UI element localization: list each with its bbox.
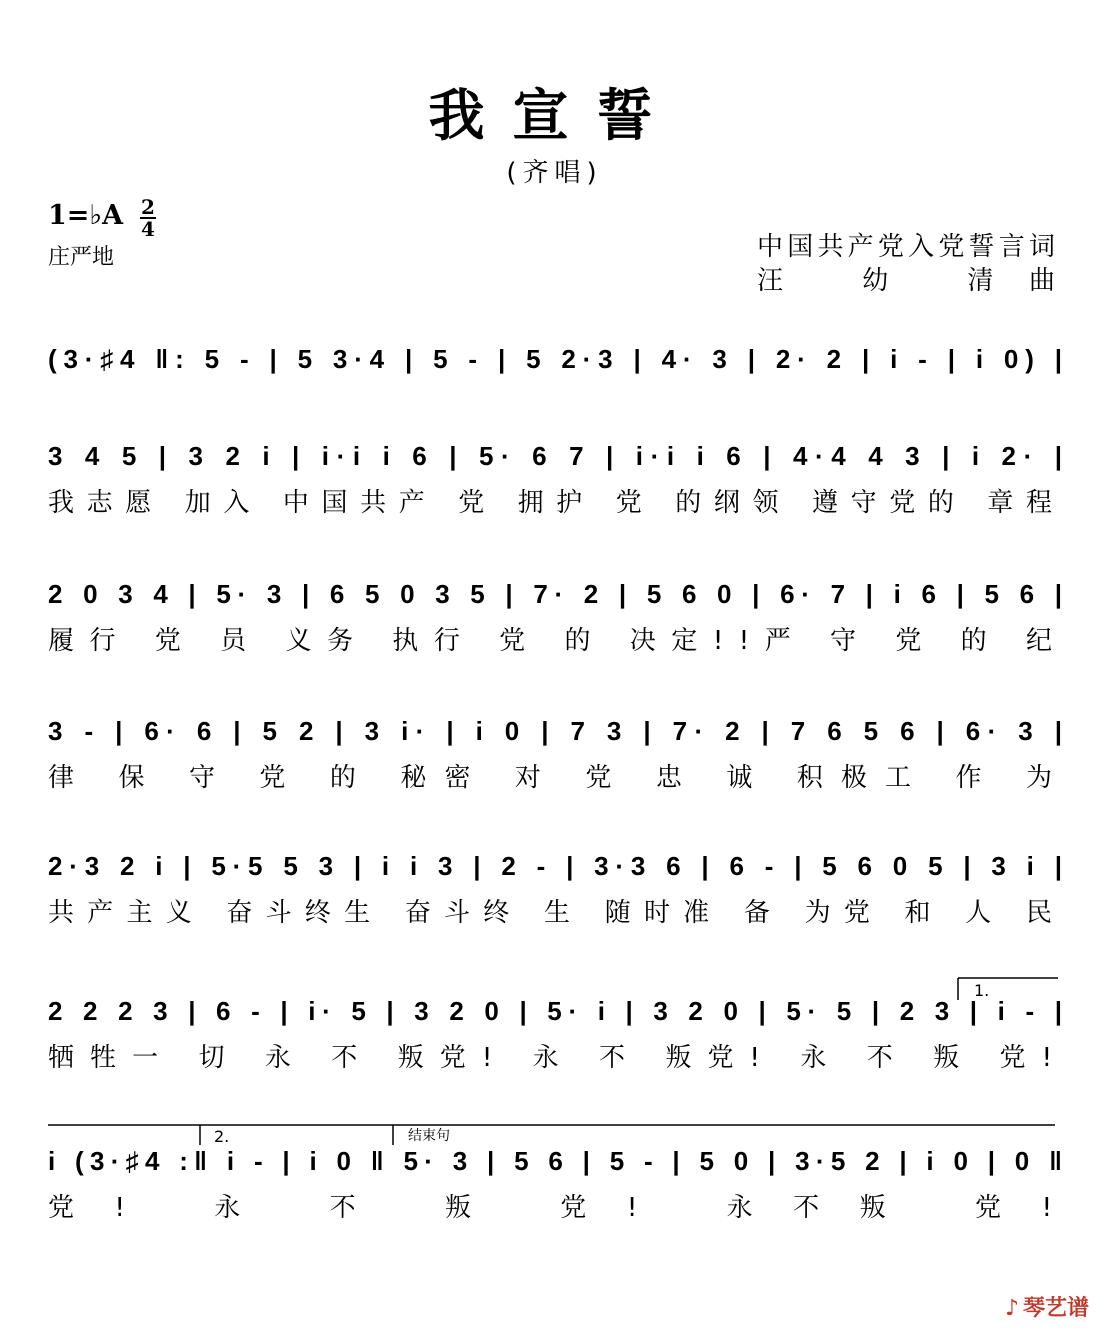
brand-logo (1005, 1291, 1089, 1322)
song-subtitle: (齐唱) (506, 158, 603, 188)
logo-text: 琴艺谱 (1022, 1296, 1089, 1321)
song-title: 我宣誓 (428, 83, 681, 149)
notation-row: 2·3 2 i | 5·5 5 3 | i i 3 | 2 - | 3·3 6 | 6 - | 5 6 0 5 | 3 i | (48, 851, 1062, 881)
lyrics-row: 党! 永 不 叛 党! 永不叛 党! (48, 1193, 1052, 1223)
composer-credit: 汪 幼 清曲 (757, 266, 1055, 296)
notation-row: (3·♯4 ‖: 5 - | 5 3·4 | 5 - | 5 2·3 | 4· 3 | 2· 2 | i - | i 0) | (48, 344, 1063, 374)
lyrics-row: 我志愿 加入 中国共产 党 拥护 党 的纲领 遵守党的 章程 (48, 488, 1052, 518)
tempo-marking: 庄严地 (48, 245, 115, 270)
lyrics-row: 履行 党 员 义务 执行 党 的 决定!!严 守 党 的 纪 (48, 626, 1052, 656)
key-signature: 1=♭A (48, 200, 124, 231)
notation-row: 2 2 2 3 | 6 - | i· 5 | 3 2 0 | 5· i | 3 2 0 | 5· 5 | 2 3 | i - | (48, 996, 1063, 1026)
lyrics-row: 牺牲一 切 永 不 叛党! 永 不 叛党! 永 不 叛 党! (48, 1043, 1053, 1073)
lyrics-row: 律 保 守 党 的 秘密 对 党 忠 诚 积极工 作 为 (48, 763, 1052, 793)
volta-2-label: 2. (214, 1127, 230, 1146)
notation-row: i (3·♯4 :‖ i - | i 0 ‖ 5· 3 | 5 6 | 5 - | 5 0 | 3·5 2 | i 0 | 0 ‖ (48, 1146, 1062, 1176)
lyrics-row: 共产主义 奋斗终生 奋斗终 生 随时准 备 为党 和 人 民 (48, 898, 1052, 928)
notation-row: 3 - | 6· 6 | 5 2 | 3 i· | i 0 | 7 3 | 7· 2 | 7 6 5 6 | 6· 3 | (48, 716, 1063, 746)
notation-row: 2 0 3 4 | 5· 3 | 6 5 0 3 5 | 7· 2 | 5 6 0 | 6· 7 | i 6 | 5 6 | (48, 579, 1062, 609)
time-sig-top: 2 (141, 195, 155, 219)
notation-row: 3 4 5 | 3 2 i | i·i i 6 | 5· 6 7 | i·i i 6 | 4·4 4 3 | i 2· | (48, 441, 1063, 471)
coda-label: 结束句 (408, 1128, 450, 1144)
lyricist-credit: 中国共产党入党誓言词 (757, 232, 1055, 262)
volta-1-label: 1. (974, 981, 990, 1000)
time-sig-bottom: 4 (141, 217, 155, 241)
logo-icon: ♪ (1004, 1296, 1019, 1321)
